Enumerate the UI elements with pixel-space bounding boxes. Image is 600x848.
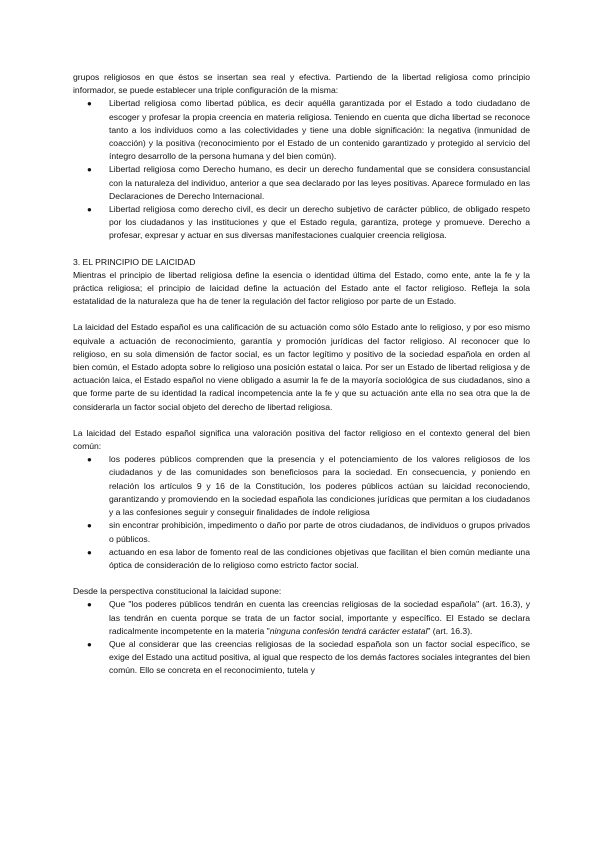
bullet-icon: ● <box>87 455 92 465</box>
italic-quote: ninguna confesión tendrá carácter estatal <box>269 625 428 636</box>
section-paragraph-3: La laicidad del Estado español significa una valoración positiva del factor religioso en el contexto general del bien común: <box>73 427 530 452</box>
section-heading: 3. EL PRINCIPIO DE LAICIDAD <box>73 256 196 267</box>
bullet-icon: ● <box>87 547 92 557</box>
bullet-icon: ● <box>87 639 92 649</box>
spacer <box>73 572 530 585</box>
list-item: ● actuando en esa labor de fomento real de las condiciones objetivas que facilitan el bien común mediante una óptica de consideración de lo religioso como estricto factor social. <box>87 546 530 570</box>
constitutional-points-list <box>73 598 530 677</box>
list-item: ● Libertad religiosa como Derecho humano, es decir un derecho fundamental que se considera consustancial con la naturaleza del individuo, anterior a que sea declarado por las leyes positivas. Aparece formulado en las Declaraciones de Derecho Internacional. <box>87 164 530 201</box>
list-item: ● sin encontrar prohibición, impedimento o daño por parte de otros ciudadanos, de individuos o grupos privados o públicos. <box>87 520 530 544</box>
constitutional-intro: Desde la perspectiva constitucional la laicidad supone: <box>73 586 282 597</box>
list-item: ● Libertad religiosa como derecho civil, es decir un derecho subjetivo de carácter público, de obligado respeto por los ciudadanos y las instituciones y que el Estado regula, garantiza, protege y promueve. Derecho a profesar, expresar y actuar en sus diversas manifestaciones cualquier creencia religiosa. <box>87 204 530 241</box>
bullet-icon: ● <box>87 521 92 531</box>
laicidad-points-list <box>73 453 530 572</box>
spacer <box>73 414 530 427</box>
bullet-icon: ● <box>87 205 92 215</box>
configurations-list <box>73 97 530 242</box>
bullet-icon: ● <box>87 600 92 610</box>
list-item: ● Libertad religiosa como libertad pública, es decir aquélla garantizada por el Estado a todo ciudadano de escoger y profesar la propia creencia en materia religiosa. Teniendo en cuenta que dicha libertad se reconoce tanto a los individuos como a las colectividades y tiene una doble significación: la negativa (inmunidad de coacción) y la positiva (reconocimiento por el Estado de un contenido garantizado y protegido al servicio del íntegro desarrollo de la persona humana y del bien común). <box>87 98 530 162</box>
intro-paragraph: grupos religiosos en que éstos se insertan sea real y efectiva. Partiendo de la libertad religiosa como principio informador, se puede establecer una triple configuración de la misma: <box>73 72 530 96</box>
list-item: ● los poderes públicos comprenden que la presencia y el potenciamiento de los valores religiosos de los ciudadanos y de las comunidades son beneficiosos para la sociedad. En consecuencia, y poniendo en relación los artículos 9 y 16 de la Constitución, los poderes públicos actúan su laicidad reconociendo, garantizando y promoviendo en la sociedad española las condiciones jurídicas que permitan a los ciudadanos y a las confesiones seguir y conseguir finalidades de índole religiosa <box>87 454 530 518</box>
spacer <box>73 243 530 256</box>
list-item: ● Que al considerar que las creencias religiosas de la sociedad española son un factor social específico, se exige del Estado una actitud positiva, al igual que respecto de los demás factores sociales integrantes del bien común. Ello se concreta en el reconocimiento, tutela y <box>87 638 530 676</box>
bullet-icon: ● <box>87 99 92 109</box>
list-item: ● Que "los poderes públicos tendrán en cuenta las creencias religiosas de la sociedad española" (art. 16.3), y las tendrán en cuenta porque se trata de un factor social, importante y específico. El Estado se declara radicalmente incompetente en la materia "ninguna confesión tendrá carácter estatal" (art. 16.3). <box>87 599 530 636</box>
section-paragraph-2: La laicidad del Estado español es una calificación de su actuación como sólo Estado ante lo religioso, y por eso mismo equivale a actuación de reconocimiento, garantía y promoción jurídicas del factor religioso. Al reconocer que lo religioso, en su sola dimensión de factor social, es un factor legítimo y positivo de la sociedad española en orden al bien común, el Estado adopta sobre lo religioso una posición estatal o laica. Por ser un Estado de libertad religiosa y de actuación laica, el Estado español no viene obligado a asumir la fe de la mayoría sociológica de sus ciudadanos, sino a que forme parte de su identidad la radical incompetencia ante la fe y que su actuación ante ella no sea otra que la de considerarla un factor social objeto del derecho de libertad religiosa. <box>73 322 530 412</box>
document-body <box>73 71 530 678</box>
bullet-icon: ● <box>87 165 92 175</box>
section-paragraph-1: Mientras el principio de libertad religiosa define la esencia o identidad última del Estado, como ente, ante la fe y la práctica religiosa; el principio de laicidad define la actuación del Estado ante el factor religioso. Refleja la sola estatalidad de la naturaleza que ha de tener la regulación del factor religioso por parte de un Estado. <box>73 269 530 307</box>
spacer <box>73 308 530 321</box>
